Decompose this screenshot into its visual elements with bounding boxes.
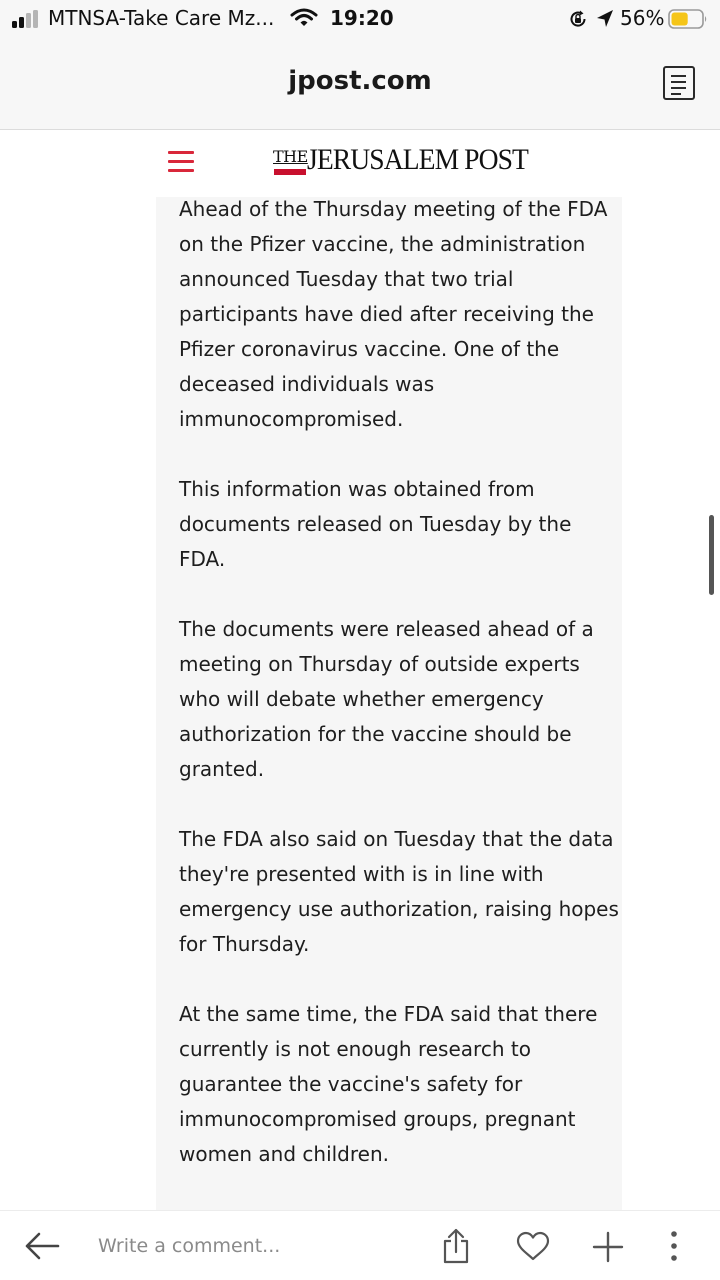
logo-main-text: JERUSALEM POST <box>307 143 529 176</box>
back-arrow-icon[interactable] <box>24 1231 60 1261</box>
plus-icon[interactable] <box>592 1231 624 1263</box>
wifi-icon <box>290 8 318 28</box>
article-paragraph: The documents were released ahead of a meeting on Thursday of outside experts who will debate whether emergency authorization for the vaccine should be granted. <box>179 617 594 781</box>
browser-address-bar <box>0 40 720 130</box>
url-domain[interactable]: jpost.com <box>288 66 432 96</box>
battery-percent: 56% <box>620 6 665 30</box>
article-paragraph: At the same time, the FDA said that there currently is not enough research to guarantee the vaccine's safety for immunocompromised groups, pregnant women and children. <box>179 1002 598 1166</box>
site-header <box>0 131 720 197</box>
article-body <box>156 197 622 1210</box>
logo-the-text: THE <box>273 147 308 166</box>
scroll-indicator[interactable] <box>709 515 714 595</box>
signal-icon <box>12 10 42 28</box>
status-bar <box>0 0 720 40</box>
article-paragraph: Ahead of the Thursday meeting of the FDA on the Pfizer vaccine, the administration announced Tuesday that two trial participants have died after receiving the Pfizer coronavirus vaccine. One of the deceased individuals was immunocompromised. <box>179 197 608 431</box>
carrier-name: MTNSA-Take Care Mz... <box>48 6 275 30</box>
logo-stripe <box>274 169 306 175</box>
status-time: 19:20 <box>330 6 394 30</box>
location-arrow-icon <box>596 9 614 29</box>
share-icon[interactable] <box>441 1228 471 1264</box>
comment-input[interactable] <box>84 1225 384 1267</box>
more-vertical-icon[interactable] <box>668 1229 680 1263</box>
hamburger-menu-icon[interactable] <box>168 149 194 173</box>
article-paragraph: This information was obtained from documents released on Tuesday by the FDA. <box>179 477 572 571</box>
article-paragraph: The FDA also said on Tuesday that the data they're presented with is in line with emergency use authorization, raising hopes for Thursday. <box>179 827 619 956</box>
bottom-toolbar <box>0 1210 720 1280</box>
rotation-lock-icon <box>568 9 588 29</box>
battery-icon <box>668 9 708 29</box>
reader-mode-icon[interactable] <box>663 66 695 100</box>
heart-icon[interactable] <box>516 1231 550 1261</box>
